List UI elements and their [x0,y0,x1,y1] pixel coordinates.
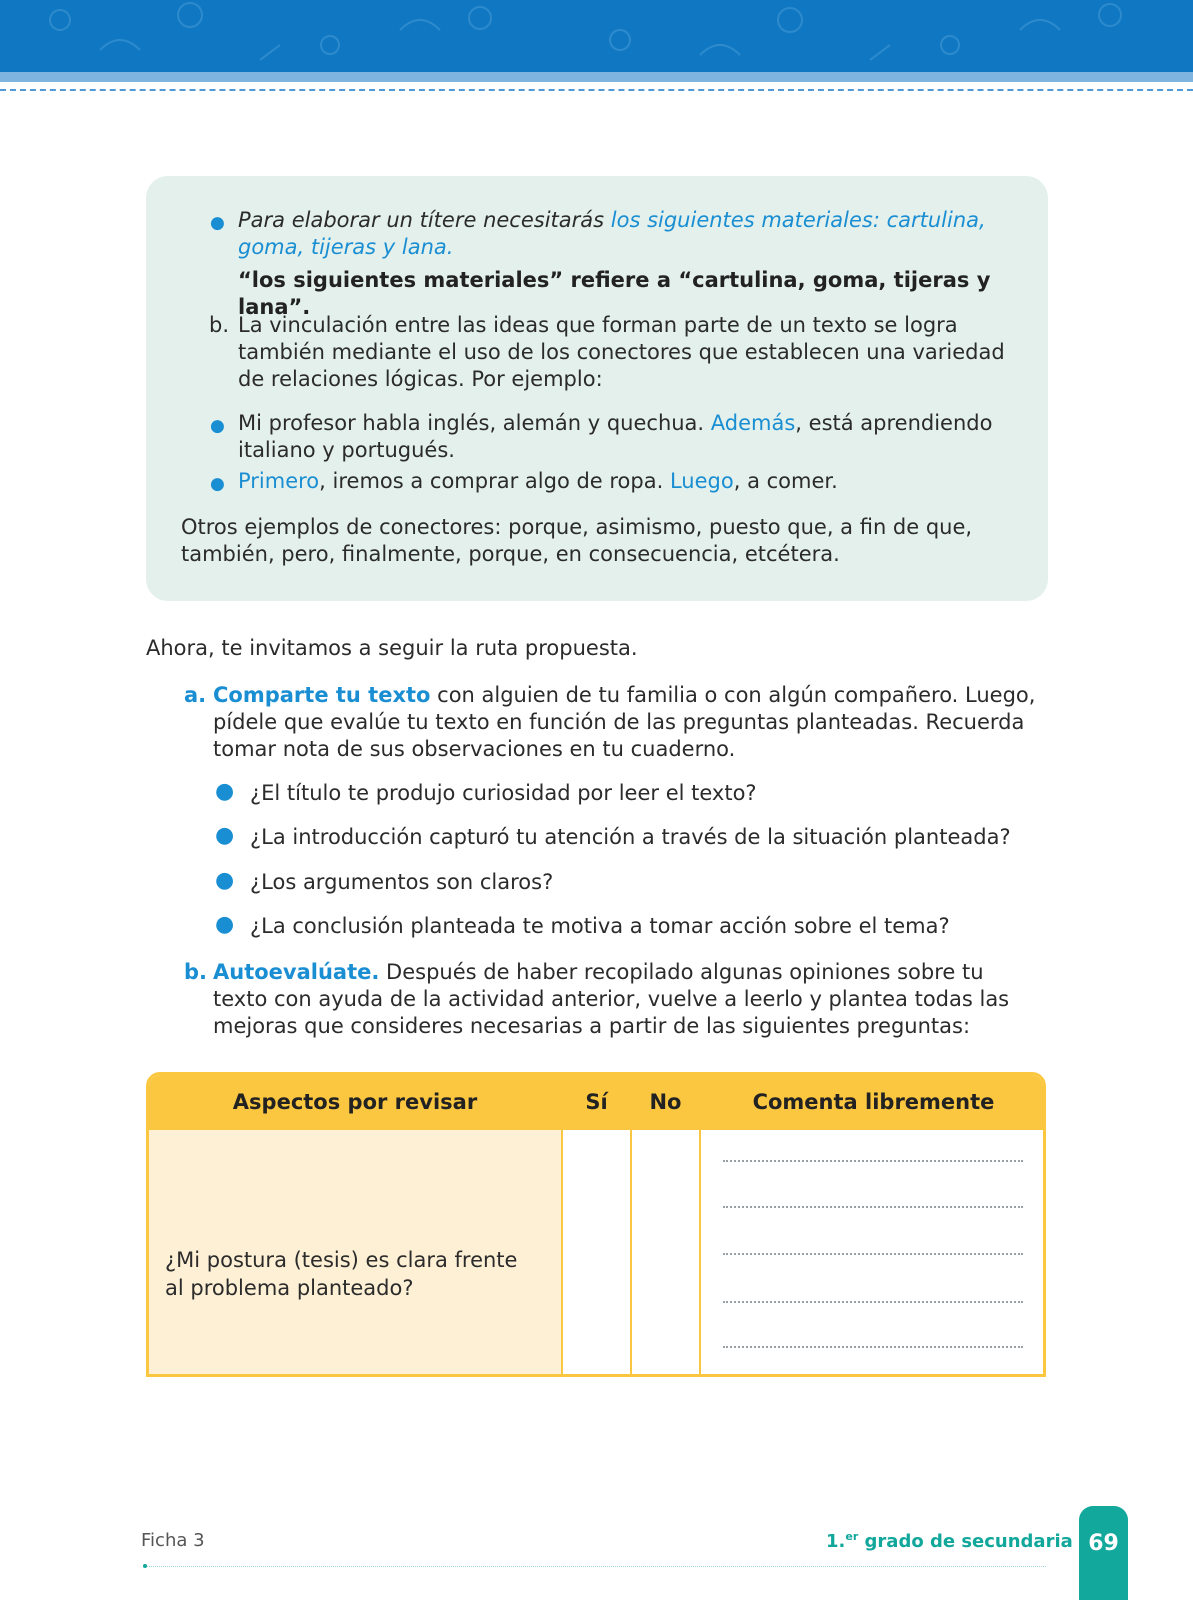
box-example2: Primero, iremos a comprar algo de ropa. Luego, a comer. [238,469,838,493]
box-others-line2: también, pero, finalmente, porque, en consecuencia, etcétera. [181,542,840,566]
comment-line [723,1206,1023,1208]
footer-grade: 1.$^{er}$ grado de secundaria [826,1530,1073,1552]
table-header-comment: Comenta libremente [752,1090,995,1114]
info-box [146,176,1048,601]
box-example1-line1: Mi profesor habla inglés, alemán y quechua. Además, está aprendiendo [238,411,993,435]
header-dashed-line [0,89,1193,91]
bullet-icon: ● [215,868,235,893]
comment-line [723,1301,1023,1303]
question-item: ¿El título te produjo curiosidad por leer el texto? [250,781,757,805]
intro-text: Ahora, te invitamos a seguir la ruta propuesta. [146,636,638,660]
item-a-label: a. [184,683,207,707]
question-item: ¿La conclusión planteada te motiva a tomar acción sobre el tema? [250,914,950,938]
footer-dot-icon [143,1564,147,1568]
table-cell-question: ¿Mi postura (tesis) es clara frente al problema planteado? [165,1248,518,1300]
comment-line [723,1346,1023,1348]
comment-line [723,1253,1023,1255]
item-b-label: b. [184,960,208,984]
doodle-pattern-icon [0,0,1193,72]
page-number: 69 [1088,1531,1119,1556]
box-b-line3: de relaciones lógicas. Por ejemplo: [238,367,603,391]
bullet-icon: ● [210,474,225,494]
table-header-no: No [649,1090,682,1114]
item-b-line3: mejoras que consideres necesarias a partir de las siguientes preguntas: [213,1014,971,1038]
question-item: ¿La introducción capturó tu atención a través de la situación planteada? [250,825,1011,849]
header-stripe [0,72,1193,82]
table-cell-aspect [149,1130,561,1377]
footer-divider [146,1566,1046,1567]
bullet-icon: ● [215,912,235,937]
box-others-line1: Otros ejemplos de conectores: porque, asimismo, puesto que, a fin de que, [181,515,973,539]
bullet-icon: ● [210,213,225,233]
box-bullet1-line1: Para elaborar un títere necesitarás los siguientes materiales: cartulina, [238,208,986,232]
page-number-tab [1079,1506,1128,1600]
review-table [146,1072,1046,1377]
comment-line [723,1160,1023,1162]
item-a-line3: tomar nota de sus observaciones en tu cuaderno. [213,737,736,761]
table-header-yes: Sí [585,1090,608,1114]
item-a-line1: Comparte tu texto con alguien de tu familia o con algún compañero. Luego, [213,683,1036,707]
header-banner [0,0,1193,72]
bullet-icon: ● [215,823,235,848]
table-header-aspects: Aspectos por revisar [232,1090,478,1114]
bullet-icon: ● [210,416,225,436]
bullet-icon: ● [215,779,235,804]
table-cell-no[interactable] [632,1130,699,1377]
question-item: ¿Los argumentos son claros? [250,870,554,894]
box-bullet1-line2: goma, tijeras y lana. [238,235,454,259]
item-b-line2: texto con ayuda de la actividad anterior, vuelve a leerlo y plantea todas las [213,987,1010,1011]
box-b-line2: también mediante el uso de los conectores que establecen una variedad [238,340,1005,364]
table-cell-yes[interactable] [563,1130,630,1377]
item-a-line2: pídele que evalúe tu texto en función de las preguntas planteadas. Recuerda [213,710,1025,734]
footer-chapter: Ficha 3 [141,1530,205,1551]
item-b-line1: Autoevalúate. Después de haber recopilado algunas opiniones sobre tu [213,960,984,984]
box-example1-line2: italiano y portugués. [238,438,455,462]
box-b-label: b. [209,313,230,337]
box-b-line1: La vinculación entre las ideas que forman parte de un texto se logra [238,313,958,337]
box-bullet1-explanation: “los siguientes materiales” refiere a “cartulina, goma, tijeras y lana”. [238,268,991,319]
